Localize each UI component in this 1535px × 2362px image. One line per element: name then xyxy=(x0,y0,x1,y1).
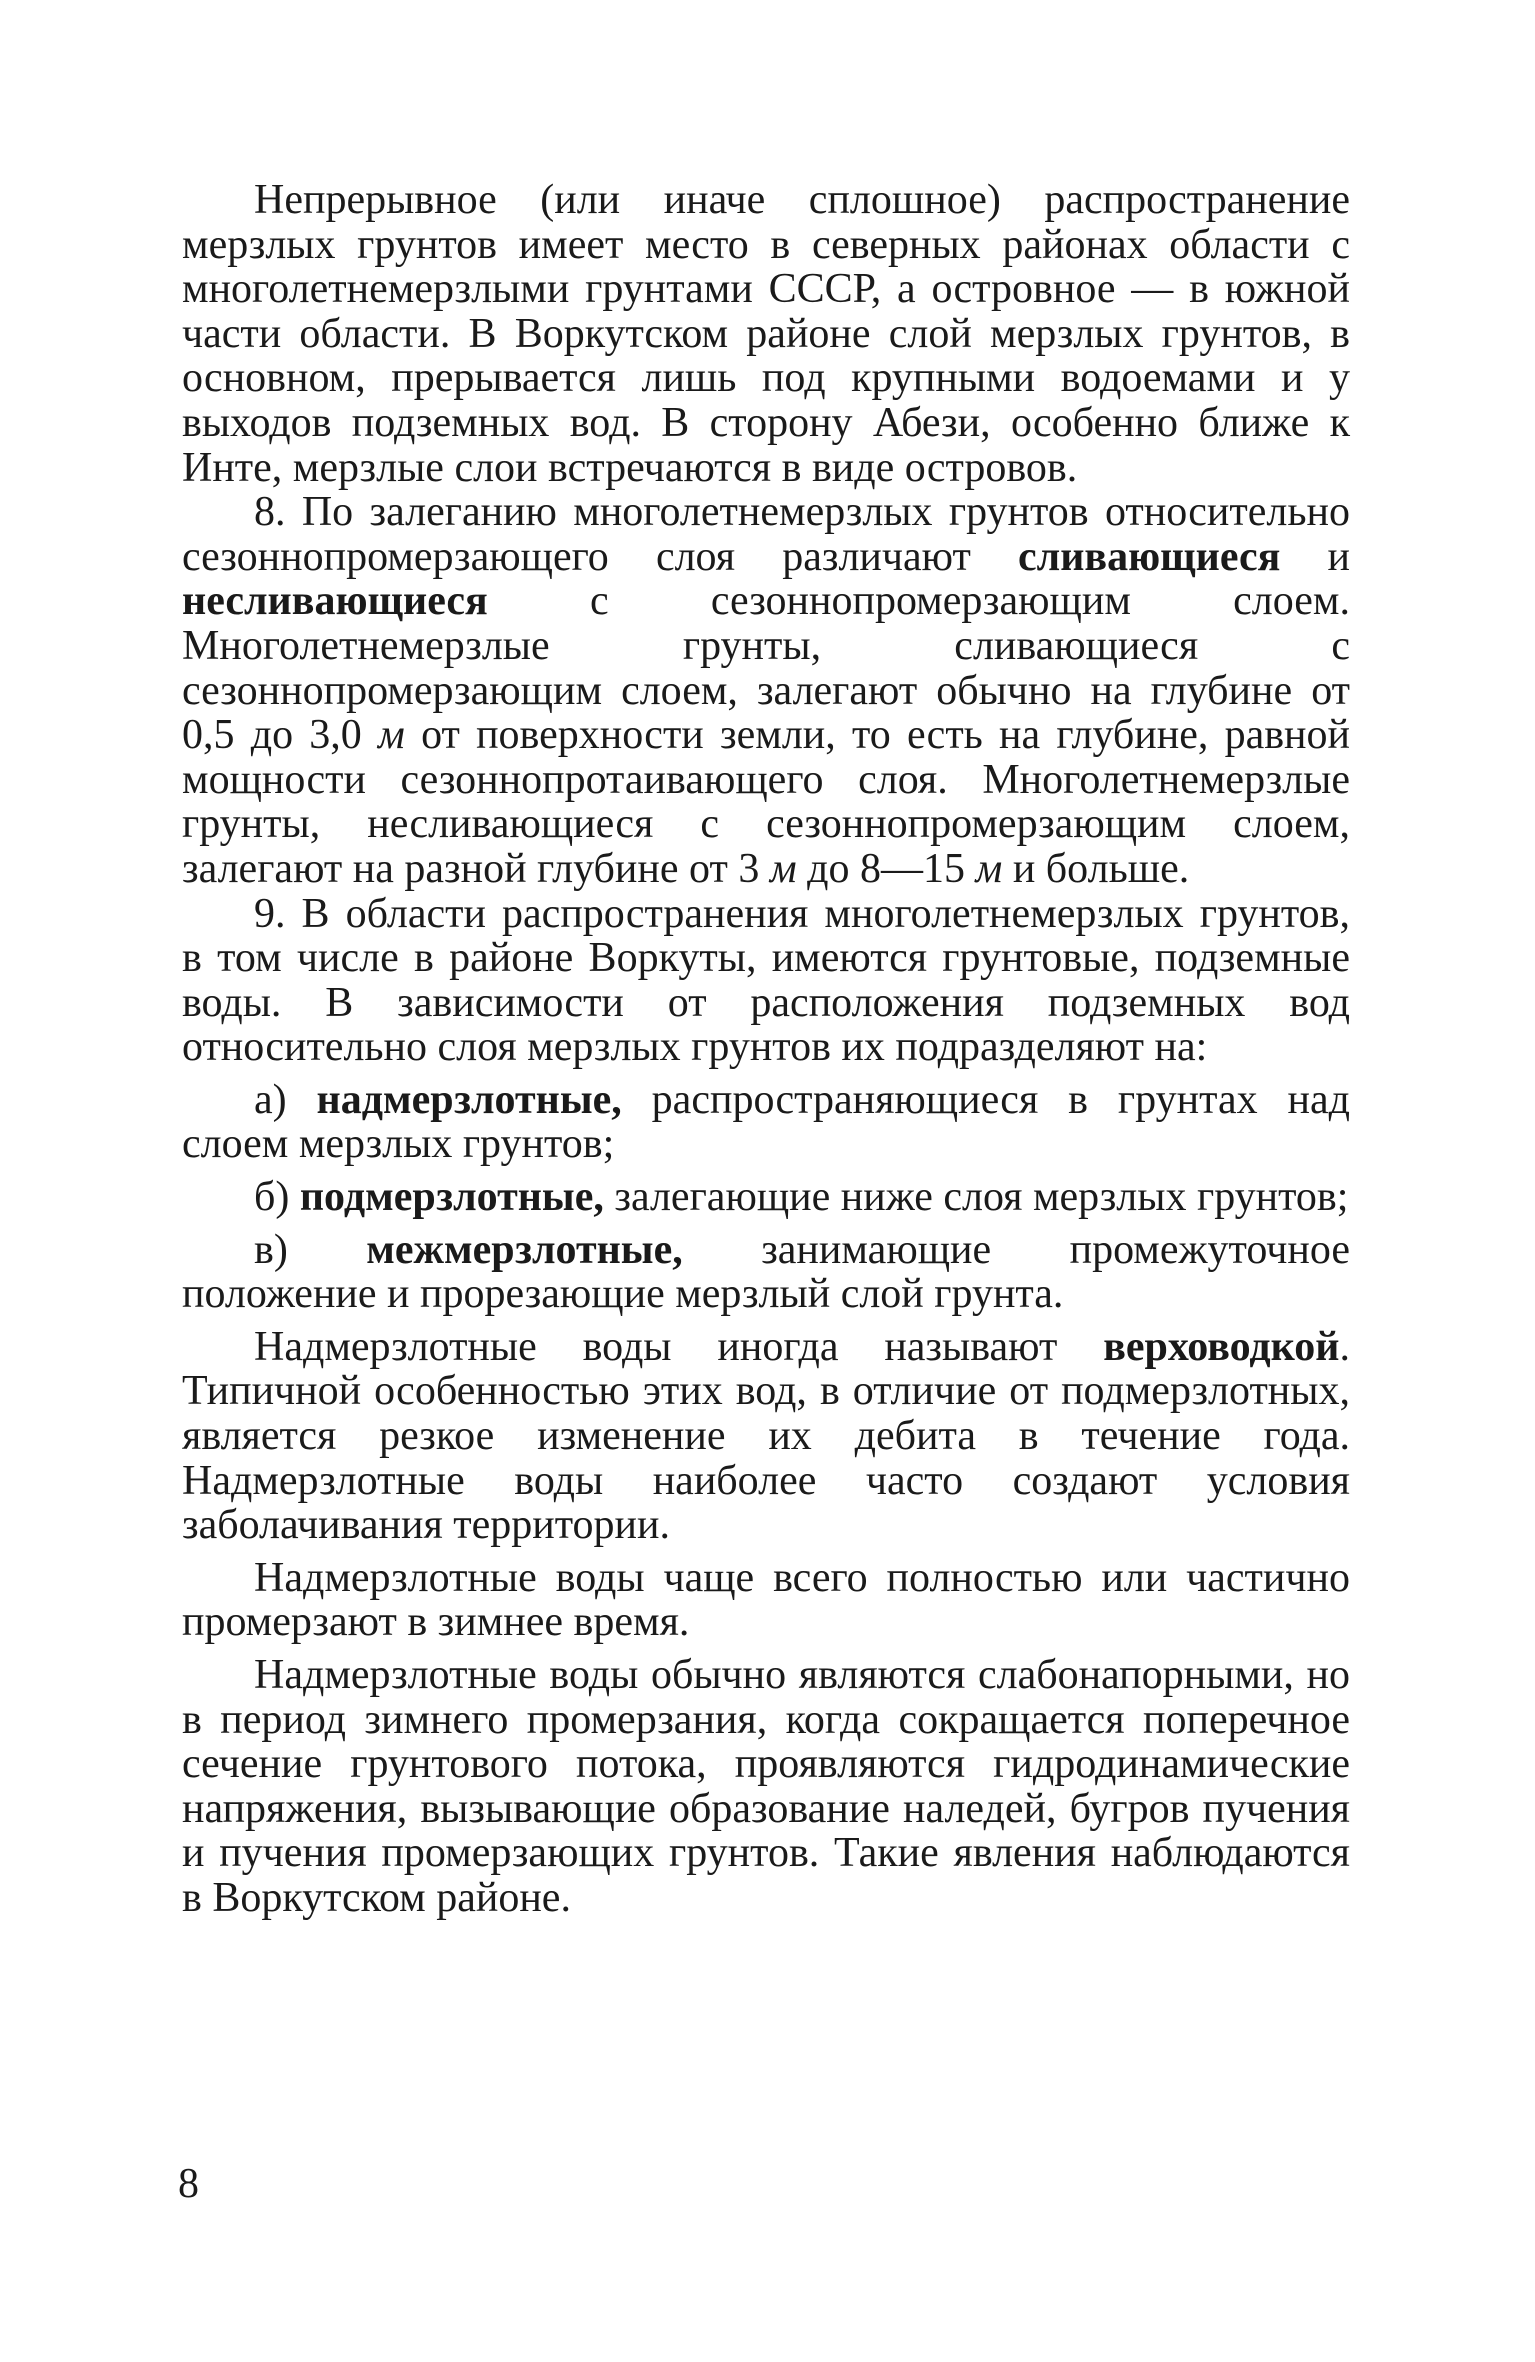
text-run: с сезоннопромерзающим слоем. Многолетнемерзлые грунты, сливающиеся с сезоннопромерзающим слоем, залегают обычно на глубине от 0,5 до 3,0 xyxy=(182,578,1350,759)
bold-term: надмерзлотные, xyxy=(316,1076,622,1123)
text-run: распространяющиеся в грунтах над слоем мерзлых грунтов; xyxy=(182,1076,1350,1168)
paragraph-1 xyxy=(182,178,1350,490)
bold-term: верховодкой xyxy=(1103,1323,1340,1370)
text-run: до 8—15 xyxy=(796,845,976,892)
paragraph-4 xyxy=(182,1325,1350,1548)
text-run: б) xyxy=(254,1174,300,1221)
text-run: занимающие промежуточное положение и прорезающие мерзлый слой грунта. xyxy=(182,1226,1350,1318)
list-item-a xyxy=(182,1078,1350,1167)
list-item-c xyxy=(182,1228,1350,1317)
bold-term: межмерзлотные, xyxy=(366,1226,683,1273)
text-run: Непрерывное (или иначе сплошное) распространение мерзлых грунтов имеет место в северных районах области с многолетнемерзлыми грунтами СССР, а островное — в южной части области. В Воркутском районе слой мерзлых грунтов, в основном, прерывается лишь под крупными водоемами и у выходов подземных вод. В сторону Абези, особенно ближе к Инте, мерзлые слои встречаются в виде островов. xyxy=(182,177,1350,491)
paragraph-6 xyxy=(182,1653,1350,1921)
bold-term: сливающиеся xyxy=(1018,533,1281,580)
list-item-b xyxy=(182,1175,1350,1220)
unit-italic: м xyxy=(378,712,405,759)
text-run: 8. По залеганию многолетнемерзлых грунтов относительно сезоннопромерзающего слоя различают xyxy=(182,489,1350,580)
page-number: 8 xyxy=(178,2161,199,2207)
bold-term: подмерзлотные, xyxy=(299,1174,604,1221)
paragraph-2 xyxy=(182,490,1350,891)
page-body xyxy=(182,178,1350,1921)
text-run: и больше. xyxy=(1002,845,1190,892)
text-run: а) xyxy=(254,1076,317,1123)
bold-term: несливающиеся xyxy=(182,578,488,625)
text-run: от поверхности земли, то есть на глубине, равной мощности сезоннопротаивающего слоя. Многолетнемерзлые грунты, несливающиеся с сезоннопромерзающим слоем, залегают на разной глубине от 3 xyxy=(182,712,1350,892)
text-run: . Типичной особенностью этих вод, в отличие от подмерзлотных, является резкое изменение их дебита в течение года. Надмерзлотные воды наиболее часто создают условия заболачивания территории. xyxy=(182,1323,1350,1549)
paragraph-3 xyxy=(182,892,1350,1070)
unit-italic: м xyxy=(769,845,797,892)
text-run: залегающие ниже слоя мерзлых грунтов; xyxy=(603,1174,1349,1221)
paragraph-5 xyxy=(182,1556,1350,1645)
text-run: Надмерзлотные воды обычно являются слабонапорными, но в период зимнего промерзания, когда сокращается поперечное сечение грунтового потока, проявляются гидродинамические напряжения, вызывающие образование наледей, бугров пучения и пучения промерзающих грунтов. Такие явления наблюдаются в Воркутском районе. xyxy=(182,1652,1350,1921)
unit-italic: м xyxy=(975,845,1003,892)
text-run: 9. В области распространения многолетнемерзлых грунтов, в том числе в районе Воркуты, имеются грунтовые, подземные воды. В зависимости от расположения подземных вод относительно слоя мерзлых грунтов их подразделяют на: xyxy=(182,890,1350,1071)
text-run: Надмерзлотные воды чаще всего полностью или частично промерзают в зимнее время. xyxy=(182,1554,1350,1646)
text-run: Надмерзлотные воды иногда называют xyxy=(254,1323,1104,1370)
text-run: в) xyxy=(254,1226,367,1273)
text-run: и xyxy=(1280,533,1350,580)
